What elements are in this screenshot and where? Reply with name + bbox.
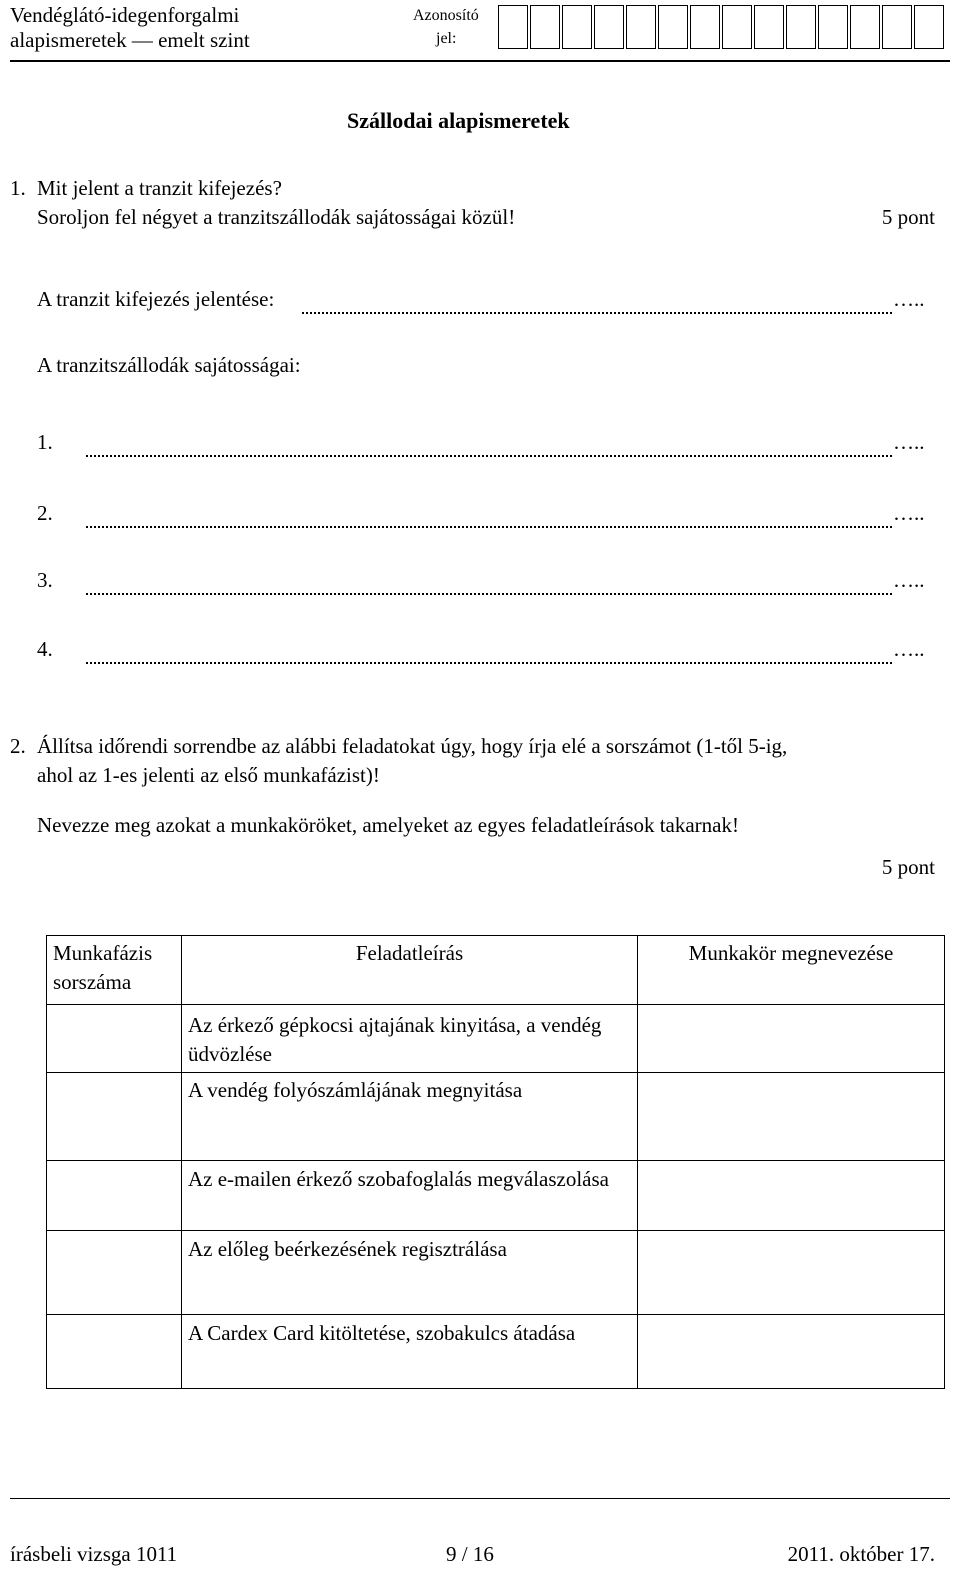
phase-cell[interactable] [47, 1005, 182, 1073]
id-box[interactable] [882, 5, 912, 49]
footer-date: 2011. október 17. [787, 1542, 935, 1566]
q1-item-end: ….. [893, 637, 925, 661]
id-box[interactable] [914, 5, 944, 49]
phase-cell[interactable] [47, 1073, 182, 1161]
q1-meaning-answer-line[interactable] [302, 312, 892, 314]
table-row [47, 1161, 945, 1231]
q2-number: 2. [10, 734, 26, 758]
phase-cell[interactable] [47, 1231, 182, 1315]
table-row [47, 1231, 945, 1315]
section-title: Szállodai alapismeretek [347, 108, 570, 133]
q1-item-number: 2. [37, 501, 53, 525]
role-cell[interactable] [638, 1073, 945, 1161]
table-row [47, 1315, 945, 1389]
role-cell[interactable] [638, 1315, 945, 1389]
role-cell[interactable] [638, 1161, 945, 1231]
id-box[interactable] [754, 5, 784, 49]
q1-number: 1. [10, 176, 26, 200]
q1-item-number: 4. [37, 637, 53, 661]
task-table [46, 935, 945, 1389]
footer-left: írásbeli vizsga 1011 [10, 1542, 178, 1566]
q1-item-end: ….. [893, 501, 925, 525]
q1-item-answer-line[interactable] [86, 662, 892, 664]
q1-item-end: ….. [893, 430, 925, 454]
q1-item-answer-line[interactable] [86, 526, 892, 528]
header-phase: Munkafázis sorszáma [47, 936, 182, 1005]
header-role: Munkakör megnevezése [638, 936, 945, 1005]
description-cell: Az e-mailen érkező szobafoglalás megválaszolása [182, 1161, 638, 1231]
header-description: Feladatleírás [182, 936, 638, 1005]
q2-points: 5 pont [881, 855, 935, 879]
id-box[interactable] [562, 5, 592, 49]
id-box[interactable] [818, 5, 848, 49]
id-box[interactable] [690, 5, 720, 49]
q2-question-line3: Nevezze meg azokat a munkaköröket, amelyeket az egyes feladatleírások takarnak! [37, 813, 739, 837]
phase-cell[interactable] [47, 1315, 182, 1389]
q2-question-line2: ahol az 1-es jelenti az első munkafázist)! [37, 763, 380, 787]
q1-item-answer-line[interactable] [86, 593, 892, 595]
table-row [47, 1073, 945, 1161]
id-code-boxes[interactable] [498, 5, 946, 49]
table-row [47, 1005, 945, 1073]
role-cell[interactable] [638, 1005, 945, 1073]
q1-item-number: 1. [37, 430, 53, 454]
description-cell: Az érkező gépkocsi ajtajának kinyitása, a vendég üdvözlése [182, 1005, 638, 1073]
header-title-line1: Vendéglátó-idegenforgalmi [10, 3, 240, 27]
q1-question-line1: Mit jelent a tranzit kifejezés? [37, 176, 282, 200]
id-box[interactable] [850, 5, 880, 49]
table-header-row [47, 936, 945, 1005]
id-box[interactable] [498, 5, 528, 49]
q1-question-line2: Soroljon fel négyet a tranzitszállodák sajátosságai közül! [37, 205, 516, 229]
q1-points: 5 pont [881, 205, 935, 229]
id-label-line1: Azonosító [413, 7, 479, 24]
id-label-line2: jel: [436, 30, 457, 47]
id-box[interactable] [722, 5, 752, 49]
q1-item-end: ….. [893, 568, 925, 592]
id-box[interactable] [594, 5, 624, 49]
q1-meaning-end: ….. [893, 287, 925, 311]
q1-features-label: A tranzitszállodák sajátosságai: [37, 353, 301, 377]
role-cell[interactable] [638, 1231, 945, 1315]
id-box[interactable] [530, 5, 560, 49]
description-cell: Az előleg beérkezésének regisztrálása [182, 1231, 638, 1315]
q1-item-number: 3. [37, 568, 53, 592]
q2-question-line1: Állítsa időrendi sorrendbe az alábbi feladatokat úgy, hogy írja elé a sorszámot (1-től 5-ig, [37, 734, 788, 758]
id-box[interactable] [786, 5, 816, 49]
description-cell: A vendég folyószámlájának megnyitása [182, 1073, 638, 1161]
footer-divider [10, 1498, 950, 1499]
q1-meaning-label: A tranzit kifejezés jelentése: [37, 287, 275, 311]
description-cell: A Cardex Card kitöltetése, szobakulcs átadása [182, 1315, 638, 1389]
footer-page-number: 9 / 16 [446, 1542, 494, 1566]
id-box[interactable] [626, 5, 656, 49]
q1-item-answer-line[interactable] [86, 455, 892, 457]
header-title-line2: alapismeretek — emelt szint [10, 28, 250, 52]
phase-cell[interactable] [47, 1161, 182, 1231]
header-divider [10, 60, 950, 62]
id-box[interactable] [658, 5, 688, 49]
